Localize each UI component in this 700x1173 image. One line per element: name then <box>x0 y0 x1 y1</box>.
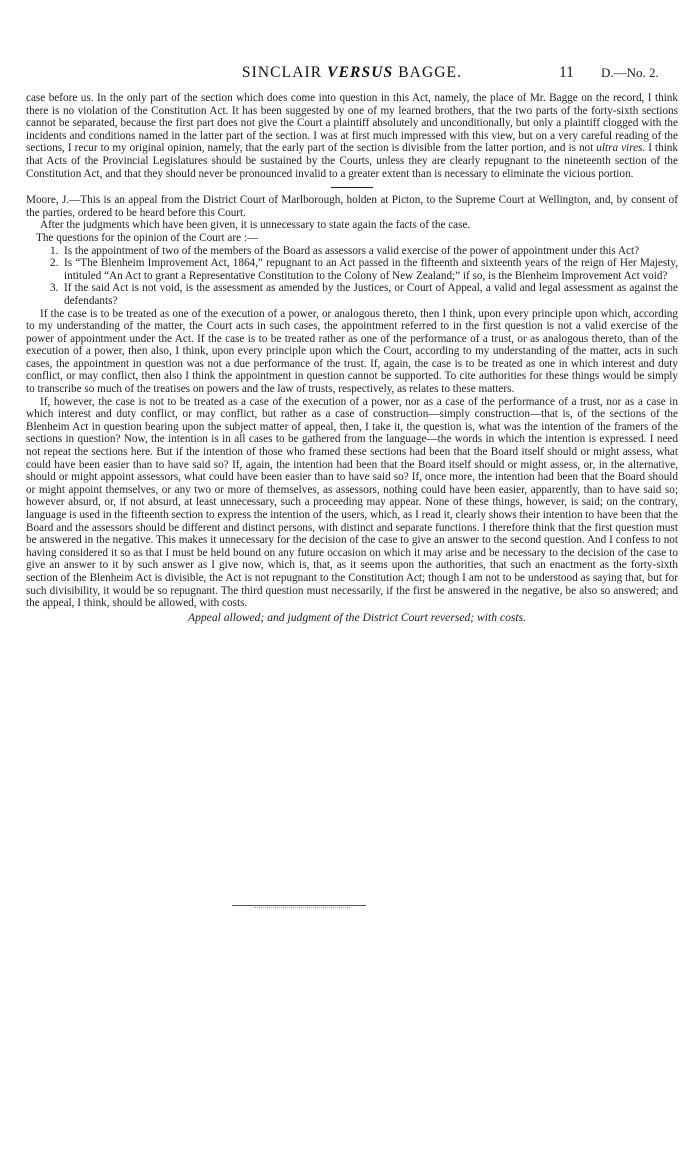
document-page <box>26 0 678 624</box>
running-title-post: BAGGE. <box>393 64 463 81</box>
question-text: Is the appointment of two of the members of the Board as assessors a valid exercise of the power of appointment under this Act? <box>64 244 640 257</box>
paragraph-1 <box>26 92 678 180</box>
running-title-versus: VERSUS <box>327 64 394 81</box>
paragraph-5: If the case is to be treated as one of the execution of a power, or analogous thereto, then I think, upon every principle upon which, according to my understanding of the matter, the Court acts in such cases, the appointment referred to in the first question is not a valid exercise of the power of appointment under the Act. If the case is to be treated rather as one of the performance of a trust, or as analogous thereto, than of the execution of a power, then also, I think, upon every principle upon which the Court, according to my understanding of the matter, acts in such cases, the appointment in question was not a due performance of the trust. If, again, the case is to be treated as one in which interest and duty conflict, or may conflict, then also I think the appointment in question cannot be supported. To cite authorities for these things would be simply to transcribe so much of the treatises on powers and the law of trusts, respectively, as relates to these matters. <box>26 307 678 396</box>
page-header <box>26 58 678 92</box>
end-ornament-rule <box>232 905 366 908</box>
paragraph-3: After the judgments which have been given, it is unnecessary to state again the facts of the case. <box>40 219 471 232</box>
question-text: Is “The Blenheim Improvement Act, 1864,” repugnant to an Act passed in the fifteenth and sixteenth years of the reign of Her Majesty, intituled “An Act to grant a Representative Constitution to the Colony of New Zealand;” if so, is the Blenheim Improvement Act void? <box>64 257 678 282</box>
questions-list <box>26 245 678 308</box>
paragraph-1-italic: ultra vires. <box>596 142 646 155</box>
question-text: If the said Act is not void, is the assessment as amended by the Justices, or Court of Appeal, a valid and legal assessment as against the defendants? <box>64 282 678 307</box>
end-rule-dots <box>254 907 350 908</box>
running-title-pre: SINCLAIR <box>241 64 328 81</box>
question-item <box>26 245 678 258</box>
question-item <box>26 257 678 282</box>
question-number: 3. <box>50 282 59 295</box>
questions-intro: The questions for the opinion of the Court are :— <box>36 231 259 244</box>
body-text <box>26 92 678 624</box>
question-number: 2. <box>50 257 59 270</box>
paragraph-1-end: I think that Acts of the Provincial Legislatures should be sustained by the Courts, unless they are clearly repugnant to the nineteenth section of the Constitution Act, and that they should never be pronounced invalid to a greater extent than is necessary to eliminate the vicious portion. <box>26 142 678 180</box>
page-number: 11 <box>559 64 574 81</box>
paragraph-2: Moore, J.—This is an appeal from the District Court of Marlborough, holden at Picton, to the Supreme Court at Wellington, and, by consent of the parties, ordered to be heard before this Court. <box>26 194 678 219</box>
document-reference: D.—No. 2. <box>601 65 659 80</box>
paragraph-6: If, however, the case is not to be treated as a case of the execution of a power, nor as a case of the performance of a trust, nor as a case in which interest and duty conflict, or may conflict, but rather as a case of construction—simply construction—that is, of the sections of the Blenheim Act in question bearing upon the subject matter of appeal, then, I take it, the question is, what was the intention of the framers of the sections in question? Now, the intention is in all cases to be gathered from the language—the words in which the intention is expressed. I need not repeat the sections here. But if the intention of those who framed these sections had been that the Board itself should or might assess, what could have been easier than to have said so? If, again, the intention had been that the Board itself should or might assess, or, in the alternative, should or might appoint assessors, what could have been easier than to have said so? If, once more, the intention had been that the Board should or might appoint themselves, or any two or more of themselves, as assessors, nothing could have been easier, apparently, than to have said so; however absurd, or, if not absurd, at least unnecessary, such a proceeding may appear. None of these things, however, is said; on the contrary, language is used in the fifteenth section to express the intention of the users, which, as I read it, clearly shows their intention to have been that the Board and the assessors should be different and distinct persons, with distinct and separate functions. I therefore think that the first question must be answered in the negative. This makes it unnecessary for the decision of the case to give an answer to the second question. And I confess to not having considered it so as that I must be held bound on any future occasion on which it may arise and be necessary to the decision of the case to give an answer to it by such answer as I give now, which is, that, as it seems upon the authorities, that such an enactment as the forty-sixth section of the Blenheim Act is divisible, the Act is not repugnant to the Constitution Act; though I am not to be understood as saying that, but for such divisibility, it would be so repugnant. The third question must necessarily, if the first be answered in the negative, be also so answered; and the appeal, I think, should be allowed, with costs. <box>26 395 678 610</box>
section-divider <box>331 187 373 188</box>
judgment-line: Appeal allowed; and judgment of the District Court reversed; with costs. <box>188 610 527 624</box>
end-rule-line <box>232 905 366 906</box>
question-number: 1. <box>50 244 59 257</box>
paragraph-1-text: case before us. In the only part of the section which does come into question in this Act, namely, the place of Mr. Bagge on the record, I think there is no violation of the Constitution Act. It has been suggested by one of my learned brothers, that the two parts of the forty-sixth sections cannot be separated, because the first part does not give the Court a plaintiff absolutely and unconditionally, but only a plaintiff clogged with the incidents and conditions named in the latter part of the section. I was at first much impressed with this view, but on a very careful reading of the sections, I recur to my original opinion, namely, that the early part of the section is divisible from the latter portion, and is not <box>26 92 678 155</box>
question-item <box>26 282 678 307</box>
running-title <box>26 64 678 82</box>
